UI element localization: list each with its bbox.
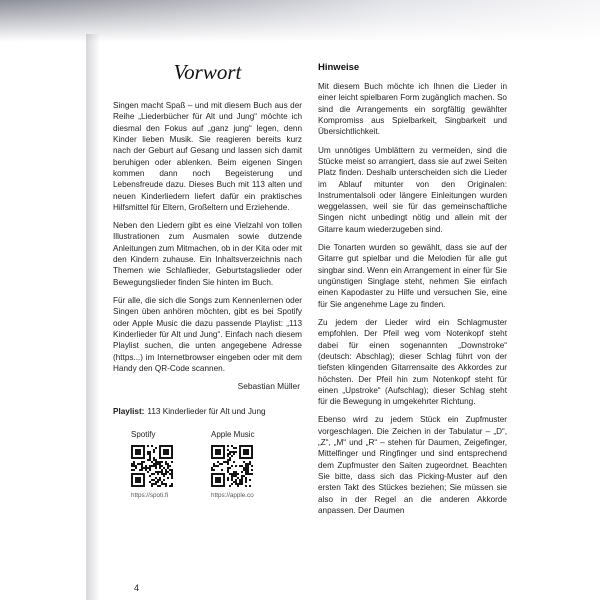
page-number: 4 [134,583,140,593]
qr-code-row [131,445,302,499]
preface-text [113,100,302,374]
apple-music-url: https://apple.co [211,492,254,500]
apple-music-qr-wrap [211,445,291,499]
paragraph: Neben den Liedern gibt es eine Vielzahl von tollen Illustrationen zum Ausmalen sowie dutzende Anleitungen zum Mitmachen, ob in der Kita oder mit den Kindern zuhause. Ein Inhaltsverzeichnis nach Themen wie Schlaflieder, Geburtstagslieder oder Bewegungslieder finden Sie hinten im Buch. [113,221,302,287]
spotify-url: https://spoti.fi [131,492,169,500]
author-signature: Sebastian Müller [237,381,300,392]
apple-music-label: Apple Music [211,430,255,440]
page-title: Vorwort [173,60,242,84]
playlist-line [113,407,302,416]
paragraph: Die Tonarten wurden so gewählt, dass sie auf der Gitarre gut spielbar und die Melodien für alle gut singbar sind. Wenn ein Arrangement in einer für Sie ungünstigen Singlage steht, nehmen Sie einfach einen Kapodaster zu Hilfe und versuchen Sie, eine für Sie angenehme Lage zu finden. [318,243,507,309]
paragraph: Um unnötiges Umblättern zu vermeiden, sind die Stücke meist so arrangiert, dass sie auf zwei Seiten Platz finden. Deshalb unterscheiden sich die Lieder im Ablauf mitunter von den Originalen: Instrumentalsoli oder längere Einleitungen wurden weggelassen, weil sie für das gemeinschaftliche Singen nicht unbedingt nötig und allein mit der Gitarre kaum wiederzugeben sind. [318,145,507,234]
qr-caption-row [131,430,302,445]
hinweise-heading: Hinweise [318,62,360,73]
qr-section [113,430,302,499]
paragraph: Für alle, die sich die Songs zum Kennenlernen oder Singen üben anhören möchten, gibt es bei Spotify oder Apple Music die dazu passende Playlist: „113 Kinderlieder für Alt und Jung“. Einfach nach diesem Playlist suchen, die unten angegebene Adresse (https...) im Internetbrowser eingeben oder mit dem Handy den QR-Code scannen. [113,296,302,373]
page-columns [113,60,507,523]
paragraph: Zu jedem der Lieder wird ein Schlagmuster empfohlen. Der Pfeil weg vom Notenkopf steht dabei für einen sogenannten „Downstroke“ (deutsch: Abschlag); dieser Schlag führt von der tiefsten klingenden Gitarrensaite des Akkordes zur höchsten. Der Pfeil hin zum Notenkopf steht für einen „Upstroke“ (Aufschlag); dieser Schlag steht für die Bewegung in umgekehrter Richtung. [318,317,507,407]
right-column [318,60,507,523]
spotify-qr-wrap [131,445,211,499]
playlist-title: 113 Kinderlieder für Alt und Jung [147,407,266,417]
spotify-qr-code-icon [131,445,173,487]
apple-music-qr-code-icon [211,445,253,487]
paragraph: Singen macht Spaß – und mit diesem Buch aus der Reihe „Liederbücher für Alt und Jung“ möchte ich diesmal den Fokus auf „ganz jung“ legen, denn Kinder lieben Musik. Sie reagieren bereits kurz nach der Geburt auf Gesang und lassen sich damit beruhigen oder ablenken. Beim eigenen Singen kommen dann noch Begeisterung und Lebensfreude dazu. Dieses Buch mit 113 alten und neuen Kinderliedern liefert dafür ein praktisches Hilfsmittel für Eltern, Großeltern und Erziehende. [113,101,302,212]
hinweise-text [318,81,507,516]
playlist-label: Playlist: [113,407,145,417]
paragraph: Ebenso wird zu jedem Stück ein Zupfmuster vorgeschlagen. Die Zeichen in der Tabulatur – „D“, „Z“, „M“ und „R“ – stehen für Daumen, Zeigefinger, Mittelfinger und Ringfinger und sind entsprechend dem Zupfmuster den Saiten zugeordnet. Beachten Sie bitte, dass sich das Picking-Muster auf den ersten Takt des Stückes beziehen; Sie müssen sie also in der Regel an die anderen Akkorde anpassen. Der Daumen [318,415,507,515]
page-left-edge-shadow [86,34,100,600]
paragraph: Mit diesem Buch möchte ich Ihnen die Lieder in einer leicht spielbaren Form zugänglich machen. So sind die Arrangements ein sorgfältig gewählter Kompromiss aus Spielbarkeit, Singbarkeit und Übersichtlichkeit. [318,82,507,137]
spotify-label: Spotify [131,430,156,440]
left-column [113,60,302,523]
